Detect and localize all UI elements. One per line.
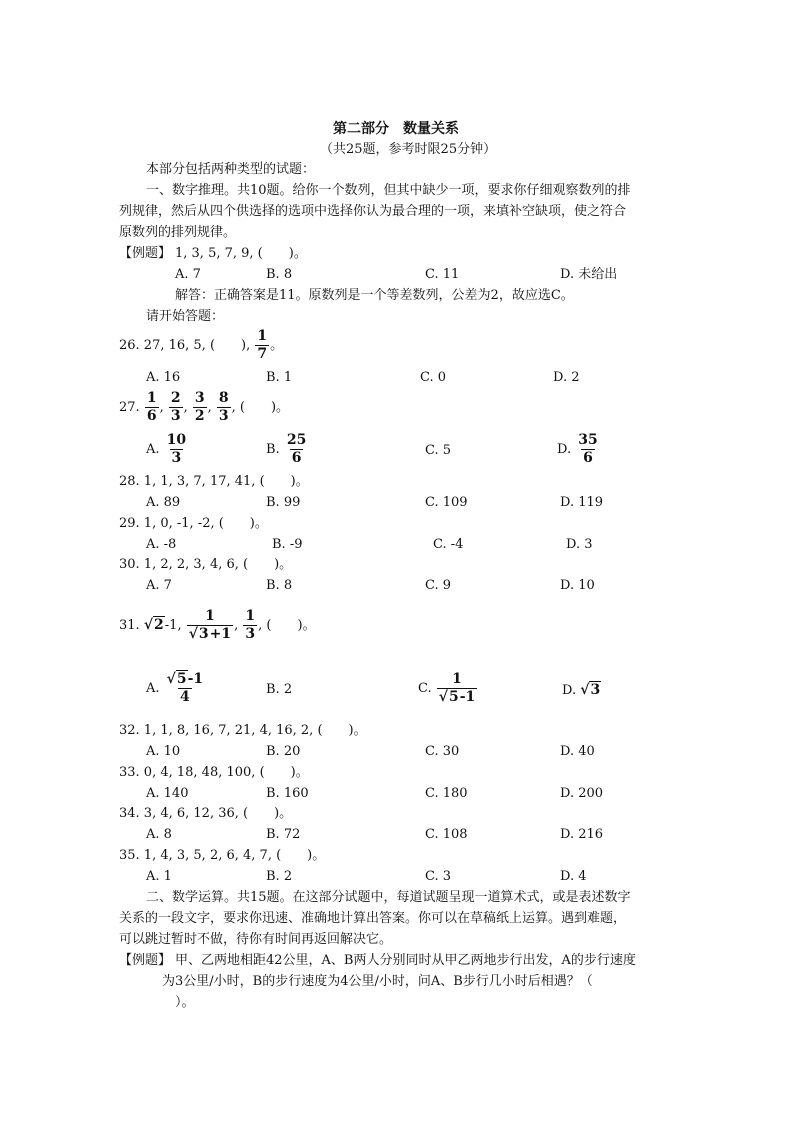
radicand: 3 [590,682,601,698]
option-b: B. 99 [266,495,301,510]
option-d: D. 200 [560,786,604,801]
question-number: 27. [119,400,140,415]
punct: , ( )。 [258,618,316,633]
option-d: D. 3 [566,537,593,552]
question-26-stem: 26. 27, 16, 5, ( ), [119,338,251,353]
option-a: A. 7 [175,267,201,282]
fraction [255,329,269,362]
fraction [217,391,231,424]
option-a: A. 89 [146,495,181,510]
part2-line: 可以跳过暂时不做，待你有时间再返回解决它。 [119,932,393,947]
question-30: 30. 1, 2, 2, 3, 4, 6, ( )。 [119,557,293,572]
option-d: D. 未给出 [560,267,618,282]
denominator: √5-1 [438,689,476,705]
radicand: 5 [448,689,459,705]
option-b: B. 160 [266,786,309,801]
section-title: 第二部分 数量关系 [333,121,459,137]
question-26 [119,328,283,364]
option-b: B. 72 [266,827,301,842]
question-29: 29. 1, 0, -1, -2, ( )。 [119,516,268,531]
numerator: √5-1 [166,671,204,687]
option-label: A. [146,442,160,457]
option-a: A. 140 [146,786,189,801]
example-label: 【例题】 [119,246,172,261]
numerator: 10 [166,432,187,448]
option-label: D. [562,683,577,698]
example-stem: 1, 3, 5, 7, 9, ( )。 [175,246,307,261]
numerator: 1 [205,608,215,624]
option-c: C. 3 [425,869,452,884]
option-label: A. [146,681,160,696]
question-35: 35. 1, 4, 3, 5, 2, 6, 4, 7, ( )。 [119,848,326,863]
option-label: B. [266,442,280,457]
radicand: 5 [176,671,187,687]
part1-line: 原数列的排列规律。 [119,225,237,240]
fraction [169,391,183,424]
option-c: C. 0 [420,370,447,385]
numerator: 35 [578,432,598,448]
fraction [165,433,188,466]
numerator: 25 [286,432,307,448]
question-32: 32. 1, 1, 8, 16, 7, 21, 4, 16, 2, ( )。 [119,723,367,738]
fraction [243,609,257,642]
example2-line: 为3公里/小时，B的步行速度为4公里/小时，问A、B步行几小时后相遇？（ [162,974,593,989]
option-c: C. 180 [425,786,468,801]
example-answer: 解答：正确答案是11。原数列是一个等差数列，公差为2，故应选C。 [175,288,574,303]
option-b: B. 1 [266,370,293,385]
option-a: A. 16 [146,370,181,385]
example-label: 【例题】 [119,953,172,968]
denominator: 3 [245,626,256,642]
option-label: D. [557,442,572,457]
punct: 。 [270,338,284,353]
numerator: 1 [452,671,462,687]
option-d: D. 216 [560,827,604,842]
option-b [266,432,309,468]
denominator: 2 [194,408,205,424]
option-b: B. -9 [272,537,303,552]
fraction [437,672,478,705]
fraction [576,433,599,466]
denominator: √3+1 [188,626,232,642]
numerator: 2 [170,390,181,406]
question-31: 31. √2-1, $\frac{1}{√3+1}$ , $\frac{1}{3}$ , ( )。 [119,608,316,642]
section-subtitle: （共25题，参考时限25分钟） [320,142,497,157]
denominator: 3 [218,408,229,424]
option-a: A. 1 [146,869,172,884]
denominator: 6 [146,408,157,424]
numerator: 1 [146,390,157,406]
option-c: C. 5 [425,443,452,458]
option-d: D. 10 [560,578,595,593]
option-c: C. 108 [425,827,468,842]
term-rest: -1 [459,689,476,705]
fraction [187,609,233,642]
option-b: B. 2 [266,869,293,884]
term-rest: +1 [209,626,232,642]
denominator: 3 [170,408,181,424]
sqrt-term: √2 [143,617,164,633]
question-34: 34. 3, 4, 6, 12, 36, ( )。 [119,806,293,821]
start-prompt: 请开始答题： [146,309,225,324]
fraction [145,391,159,424]
option-c: C. -4 [433,537,464,552]
option-label: C. [418,681,432,696]
option-d: D. 119 [560,495,604,510]
option-b: B. 2 [266,682,293,697]
option-c: C. 9 [425,578,452,593]
question-27: 27. $\frac{1}{6}$ , $\frac{2}{3}$ , $\frac{3}{2}$ , $\frac{8}{3}$ , ( )。 [119,390,290,424]
part1-line: 列规律，然后从四个供选择的选项中选择你认为最合理的一项，来填补空缺项，使之符合 [119,204,627,219]
term-rest: -1, [164,618,182,633]
option-c: C. 109 [425,495,468,510]
radicand: 2 [154,617,164,633]
denominator: 3 [171,450,182,466]
option-a: A. 7 [146,578,172,593]
option-b: B. 8 [266,267,293,282]
intro-line: 本部分包括两种类型的试题： [146,162,316,177]
part2-line: 关系的一段文字，要求你迅速、准确地计算出答案。你可以在草稿纸上运算。遇到难题， [119,911,627,926]
option-d: D. 2 [553,370,580,385]
option-a [146,432,189,468]
question-28: 28. 1, 1, 3, 7, 17, 41, ( )。 [119,474,309,489]
part1-line: 一、数字推理。共10题。给你一个数列，但其中缺少一项，要求你仔细观察数列的排 [146,183,631,198]
sqrt-term: √3 [580,682,601,698]
example2-line: ）。 [175,995,195,1010]
numerator: 1 [257,328,268,344]
option-c [418,668,478,710]
option-a: A. 10 [146,744,181,759]
fraction [193,391,207,424]
denominator: 7 [257,346,268,362]
fraction [165,672,206,705]
part2-line: 二、数学运算。共15题。在这部分试题中，每道试题呈现一道算术式，或是表述数字 [146,890,631,905]
option-a: A. -8 [146,537,177,552]
denominator: 6 [291,450,302,466]
question-33: 33. 0, 4, 18, 48, 100, ( )。 [119,765,309,780]
example2-line: 甲、乙两地相距42公里，A、B两人分别同时从甲乙两地步行出发，A的步行速度 [175,953,636,968]
question-number: 31. [119,618,140,633]
option-b: B. 20 [266,744,301,759]
option-c: C. 11 [425,267,460,282]
option-a [146,668,206,710]
fraction [285,433,308,466]
punct: , ( )。 [231,400,290,415]
radicand: 3 [198,626,209,642]
denominator: 6 [583,450,593,466]
option-a: A. 8 [146,827,172,842]
numerator: 3 [194,390,205,406]
option-b: B. 8 [266,578,293,593]
option-d: D. 4 [560,869,587,884]
denominator: 4 [180,689,190,705]
numerator: 8 [218,390,229,406]
numerator: 1 [245,608,256,624]
option-d: D. 40 [560,744,595,759]
term-rest: -1 [187,671,204,687]
option-d [557,432,601,468]
option-c: C. 30 [425,744,460,759]
option-d [562,680,601,701]
